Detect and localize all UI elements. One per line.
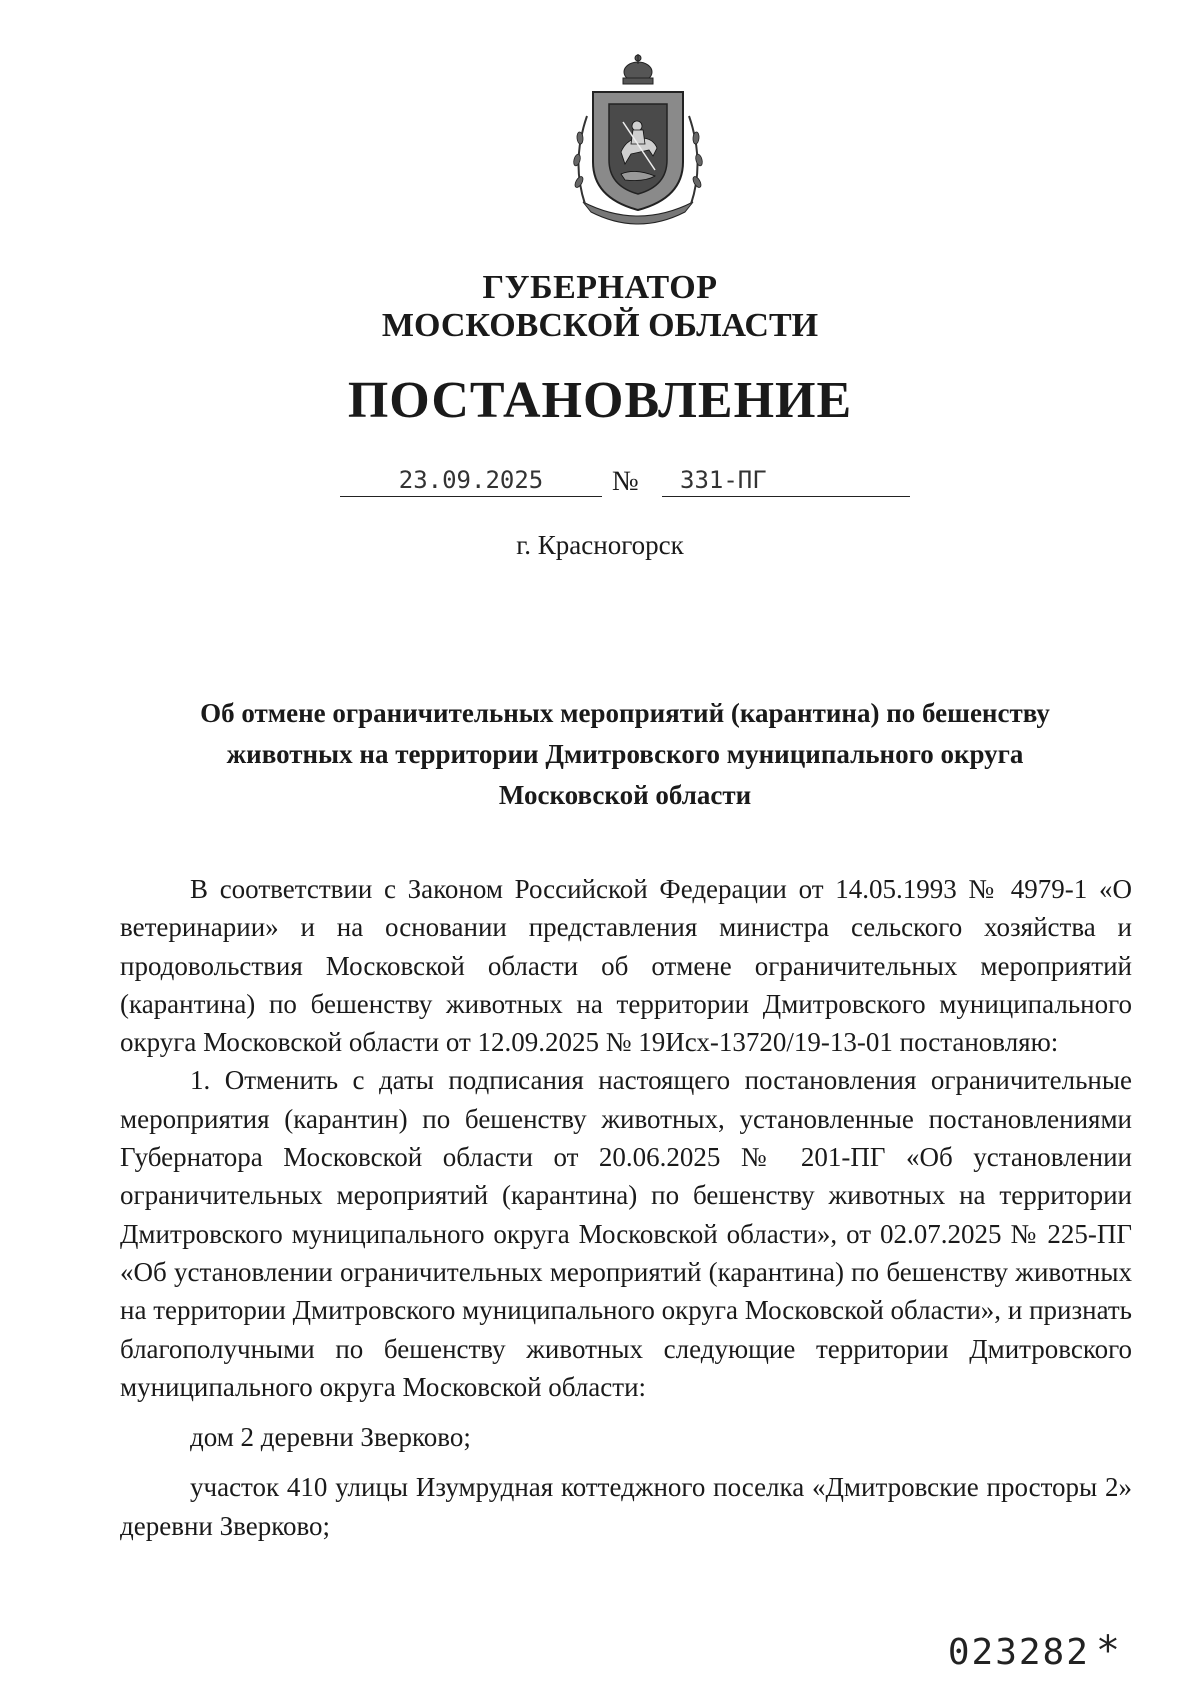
- serial-mark: *: [1095, 1628, 1122, 1674]
- document-body: [120, 870, 1132, 1545]
- date-underline: [340, 496, 602, 497]
- document-subject: Об отмене ограничительных мероприятий (карантина) по бешенству животных на территории Дмитровского муниципального округа Московской области: [200, 698, 1050, 810]
- document-date: 23.09.2025: [398, 466, 544, 494]
- document-city: г. Красногорск: [516, 530, 684, 560]
- form-serial-number: [948, 1628, 1122, 1674]
- date-number-line: [340, 466, 910, 506]
- document-type: ПОСТАНОВЛЕНИЕ: [347, 372, 853, 429]
- coat-of-arms-icon: [565, 52, 711, 228]
- clause-1-paragraph: 1. Отменить с даты подписания настоящего постановления ограничительные мероприятия (карантин) по бешенству животных, установленные постановлениями Губернатора Московской области от 20.06.2025 № 201-ПГ «Об установлении ограничительных мероприятий (карантина) по бешенству животных на территории Дмитровского муниципального округа Московской области», от 02.07.2025 № 225-ПГ «Об установлении ограничительных мероприятий (карантина) по бешенству животных на территории Дмитровского муниципального округа Московской области», и признать благополучными по бешенству животных следующие территории Дмитровского муниципального округа Московской области:: [120, 1065, 1132, 1402]
- serial-digits: 023282: [947, 1632, 1090, 1673]
- issuer-title: ГУБЕРНАТОР: [482, 269, 718, 306]
- territory-item: дом 2 деревни Зверково;: [190, 1422, 471, 1453]
- number-sign: №: [612, 466, 639, 497]
- document-number: 331-ПГ: [680, 466, 767, 494]
- territory-item: участок 410 улицы Изумрудная коттеджного поселка «Дмитровские просторы 2» деревни Зверково;: [120, 1472, 1132, 1541]
- preamble-paragraph: В соответствии с Законом Российской Федерации от 14.05.1993 № 4979-1 «О ветеринарии» и на основании представления министра сельского хозяйства и продовольствия Московской области об отмене ограничительных мероприятий (карантина) по бешенству животных на территории Дмитровского муниципального округа Московской области от 12.09.2025 № 19Исх-13720/19-13-01 постановляю:: [120, 874, 1132, 1058]
- number-underline: [662, 496, 910, 497]
- issuer-region: МОСКОВСКОЙ ОБЛАСТИ: [381, 307, 819, 344]
